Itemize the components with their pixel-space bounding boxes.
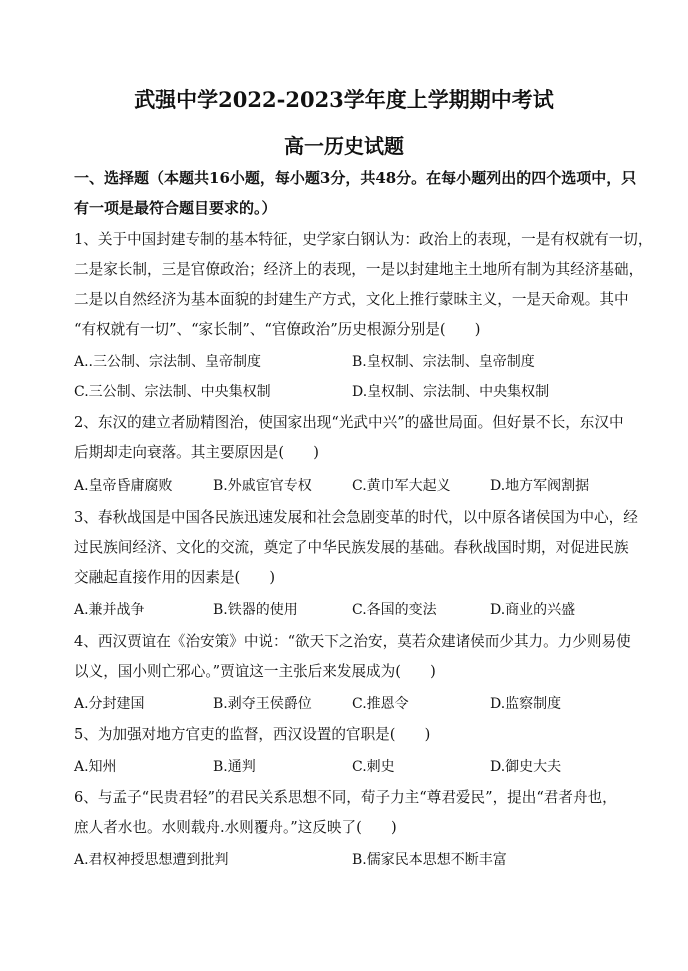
question-6-option-b: B.儒家民本思想不断丰富 — [352, 852, 507, 868]
question-3-option-d: D.商业的兴盛 — [490, 602, 576, 618]
question-4-option-c: C.推恩令 — [352, 696, 409, 712]
question-5-line1: 5、为加强对地方官吏的监督，西汉设置的官职是( ) — [74, 726, 431, 743]
section-heading-line1: 一、选择题（本题共16小题，每小题3分，共48分。在每小题列出的四个选项中，只 — [74, 169, 637, 187]
question-2-line1: 2、东汉的建立者励精图治，使国家出现“光武中兴”的盛世局面。但好景不长，东汉中 — [74, 414, 624, 431]
question-3-line3: 交融起直接作用的因素是( ) — [74, 569, 276, 586]
exam-title: 武强中学2022-2023学年度上学期期中考试 — [134, 87, 554, 112]
question-4-line2: 以义，国小则亡邪心。”贾谊这一主张后来发展成为( ) — [74, 663, 436, 680]
question-5-option-c: C.刺史 — [352, 759, 395, 775]
question-5-option-a: A.知州 — [74, 759, 117, 775]
exam-subtitle: 高一历史试题 — [284, 134, 404, 158]
question-6-line1: 6、与孟子“民贵君轻”的君民关系思想不同，荀子力主“尊君爱民”，提出“君者舟也， — [74, 789, 617, 806]
question-6-option-a: A.君权神授思想遭到批判 — [74, 852, 229, 868]
question-1-option-b: B.皇权制、宗法制、皇帝制度 — [352, 354, 535, 370]
question-1-line2: 二是家长制，三是官僚政治；经济上的表现，一是以封建地主土地所有制为其经济基础， — [74, 261, 644, 278]
question-1-line1: 1、关于中国封建专制的基本特征，史学家白钢认为：政治上的表现，一是有权就有一切， — [74, 231, 653, 248]
question-2-option-b: B.外戚宦官专权 — [213, 478, 312, 494]
question-1-line3: 二是以自然经济为基本面貌的封建生产方式，文化上推行蒙昧主义，一是天命观。其中 — [74, 291, 629, 308]
question-4-line1: 4、西汉贾谊在《治安策》中说：“欲天下之治安，莫若众建诸侯而少其力。力少则易使 — [74, 633, 631, 650]
question-1-option-c: C.三公制、宗法制、中央集权制 — [74, 384, 271, 400]
question-3-line2: 过民族间经济、文化的交流，奠定了中华民族发展的基础。春秋战国时期，对促进民族 — [74, 539, 629, 556]
question-4-option-b: B.剥夺王侯爵位 — [213, 696, 312, 712]
question-3-option-c: C.各国的变法 — [352, 602, 437, 618]
question-3-line1: 3、春秋战国是中国各民族迅速发展和社会急剧变革的时代，以中原各诸侯国为中心，经 — [74, 509, 638, 526]
section-heading-line2: 有一项是最符合题目要求的。） — [74, 199, 277, 217]
question-4-option-a: A.分封建国 — [74, 696, 145, 712]
question-2-option-c: C.黄巾军大起义 — [352, 478, 451, 494]
question-2-option-d: D.地方军阀割据 — [490, 478, 590, 494]
question-2-line2: 后期却走向衰落。其主要原因是( ) — [74, 444, 319, 461]
question-3-option-b: B.铁器的使用 — [213, 602, 298, 618]
question-4-option-d: D.监察制度 — [490, 696, 562, 712]
question-3-option-a: A.兼并战争 — [74, 602, 145, 618]
question-1-option-a: A..三公制、宗法制、皇帝制度 — [74, 354, 262, 370]
question-1-option-d: D.皇权制、宗法制、中央集权制 — [352, 384, 550, 400]
question-2-option-a: A.皇帝昏庸腐败 — [74, 478, 173, 494]
question-1-line4: “有权就有一切”、“家长制”、“官僚政治”历史根源分别是( ) — [74, 321, 481, 338]
question-6-line2: 庶人者水也。水则载舟.水则覆舟。”这反映了( ) — [74, 819, 397, 836]
question-5-option-b: B.通判 — [213, 759, 256, 775]
question-5-option-d: D.御史大夫 — [490, 759, 562, 775]
